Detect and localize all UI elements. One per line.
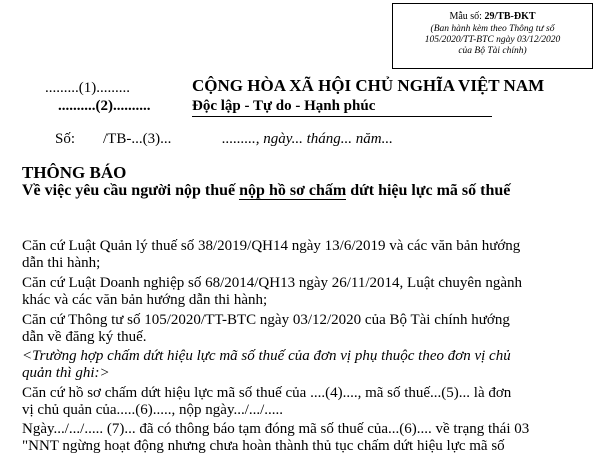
notice-title: THÔNG BÁO [22, 163, 127, 182]
form-issuance-note [393, 24, 592, 57]
form-note-line: của Bộ Tài chính) [458, 46, 527, 56]
body-line: Ngày.../.../..... (7)... đã có thông báo tạm đóng mã số thuế của...(6).... về trạng thái 03 [22, 421, 530, 437]
national-motto: Độc lập - Tự do - Hạnh phúc [192, 98, 376, 114]
agency-line-1: .........(1)......... [45, 80, 130, 96]
notice-subject [22, 182, 510, 200]
body-line: dẫn thi hành; [22, 255, 101, 271]
body-line: vị chủ quản của.....(6)....., nộp ngày.../.../..... [22, 402, 284, 418]
document-date: ........., ngày... tháng... năm... [222, 131, 393, 147]
form-code-value: 29/TB-ĐKT [484, 11, 536, 22]
form-note-line: (Ban hành kèm theo Thông tư số [430, 24, 555, 34]
body-line: "NNT ngừng hoạt động nhưng chưa hoàn thành thủ tục chấm dứt hiệu lực mã số [22, 438, 505, 454]
body-line: Căn cứ Luật Quản lý thuế số 38/2019/QH14 ngày 13/6/2019 và các văn bản hướng [22, 238, 521, 254]
notice-subject-prefix: Về việc yêu cầu người nộp thuế [22, 182, 240, 199]
document-number: /TB-...(3)... [103, 131, 172, 147]
body-line-italic: quản thì ghi:> [22, 365, 110, 381]
form-code [393, 11, 592, 22]
form-note-line: 105/2020/TT-BTC ngày 03/12/2020 [424, 35, 561, 45]
motto-underline [192, 116, 492, 117]
body-line: Căn cứ hồ sơ chấm dứt hiệu lực mã số thuế của ....(4)...., mã số thuế...(5)... là đơn [22, 385, 512, 401]
body-line: dẫn về đăng ký thuế. [22, 329, 147, 345]
body-line-italic: <Trường hợp chấm dứt hiệu lực mã số thuế của đơn vị phụ thuộc theo đơn vị chủ [22, 348, 511, 364]
agency-line-2: ..........(2).......... [58, 98, 151, 114]
form-code-label: Mẫu số: [449, 11, 482, 22]
document-number-label: Số: [55, 131, 76, 147]
country-title: CỘNG HÒA XÃ HỘI CHỦ NGHĨA VIỆT NAM [192, 76, 545, 95]
notice-subject-underlined: nộp hồ sơ chấm [239, 182, 347, 199]
body-line: Căn cứ Thông tư số 105/2020/TT-BTC ngày 03/12/2020 của Bộ Tài chính hướng [22, 312, 510, 328]
body-line: khác và các văn bản hướng dẫn thi hành; [22, 292, 268, 308]
body-line: Căn cứ Luật Doanh nghiệp số 68/2014/QH13 ngày 26/11/2014, Luật chuyên ngành [22, 275, 522, 291]
notice-subject-suffix: dứt hiệu lực mã số thuế [346, 182, 511, 199]
form-code-box [392, 3, 593, 69]
